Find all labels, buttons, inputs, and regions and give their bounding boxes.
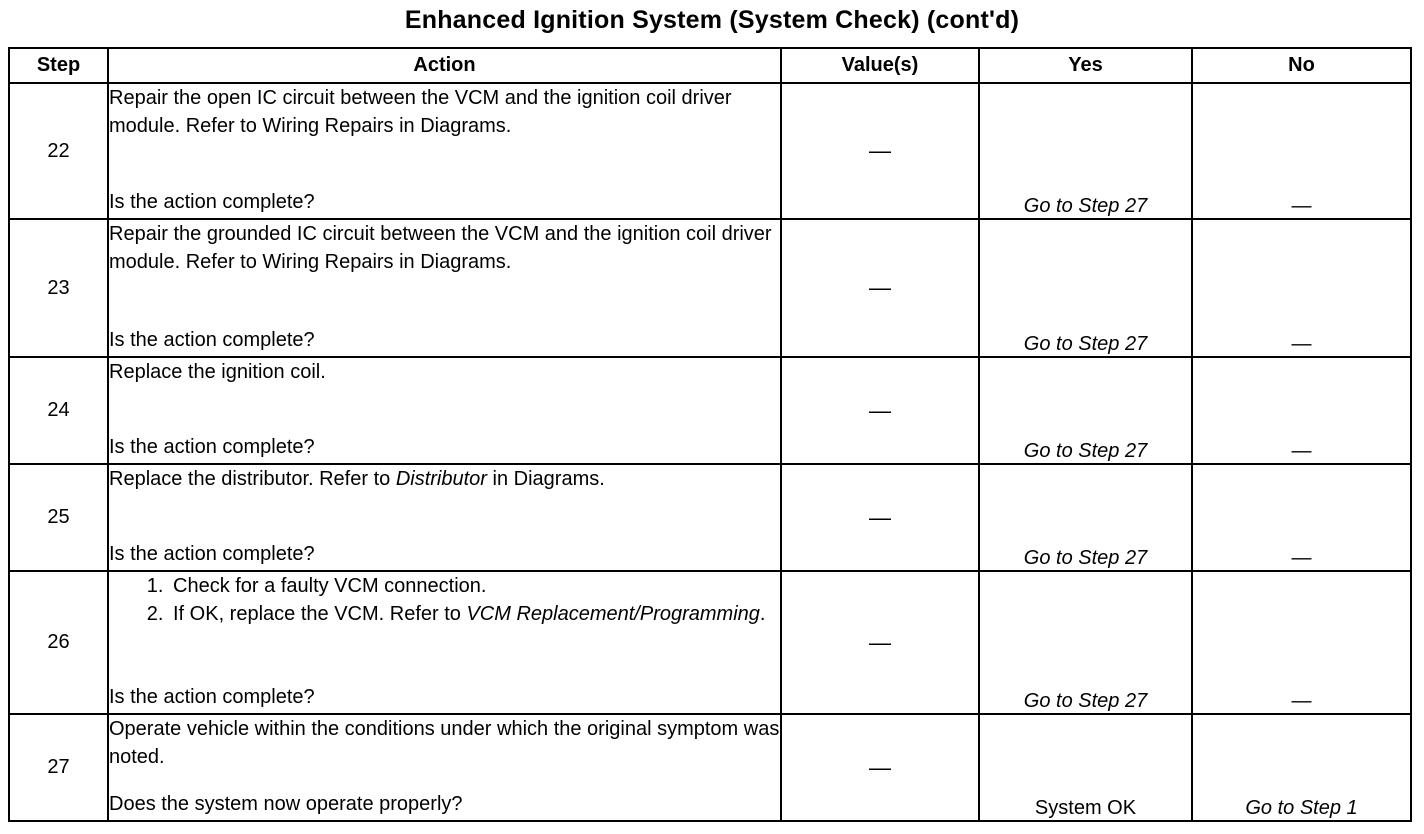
action-cell xyxy=(108,83,781,219)
value-cell: — xyxy=(781,714,979,821)
go-to-step-link: Go to Step 27 xyxy=(1023,690,1148,712)
header-action: Action xyxy=(108,48,781,83)
action-text: Replace the distributor. Refer to Distributor in Diagrams. xyxy=(109,468,605,490)
value-cell: — xyxy=(781,464,979,571)
action-cell xyxy=(108,357,781,464)
yes-cell xyxy=(979,219,1192,357)
no-cell: — xyxy=(1192,571,1411,714)
action-question: Is the action complete? xyxy=(109,436,315,458)
distributor-reference: Distributor xyxy=(395,468,487,490)
action-cell xyxy=(108,714,781,821)
header-row xyxy=(9,48,1411,83)
yes-cell xyxy=(979,571,1192,714)
no-cell xyxy=(1192,714,1411,821)
yes-cell xyxy=(979,464,1192,571)
action-question: Is the action complete? xyxy=(109,329,315,351)
list-item: 1. Check for a faulty VCM connection. xyxy=(169,572,780,600)
step-number: 27 xyxy=(9,714,108,821)
go-to-step-link: Go to Step 27 xyxy=(1023,440,1148,462)
value-cell: — xyxy=(781,83,979,219)
action-cell xyxy=(108,571,781,714)
vcm-replacement-reference: VCM Replacement/Programming xyxy=(466,603,760,625)
action-text: Replace the ignition coil. xyxy=(109,361,326,383)
go-to-step-link: Go to Step 27 xyxy=(1023,333,1148,355)
no-cell: — xyxy=(1192,219,1411,357)
step-number: 24 xyxy=(9,357,108,464)
value-cell: — xyxy=(781,357,979,464)
no-cell: — xyxy=(1192,357,1411,464)
header-values: Value(s) xyxy=(781,48,979,83)
page-title: Enhanced Ignition System (System Check) (cont'd) xyxy=(404,6,1020,34)
header-no: No xyxy=(1192,48,1411,83)
step-number: 23 xyxy=(9,219,108,357)
go-to-step-link: Go to Step 27 xyxy=(1023,547,1148,569)
header-yes: Yes xyxy=(979,48,1192,83)
go-to-step-link: Go to Step 1 xyxy=(1245,797,1358,819)
action-text: Operate vehicle within the conditions under which the original symptom was noted. xyxy=(109,718,780,768)
table-row xyxy=(9,464,1411,571)
action-question: Is the action complete? xyxy=(109,543,315,565)
step-number: 25 xyxy=(9,464,108,571)
action-text: Repair the grounded IC circuit between the VCM and the ignition coil driver module. Refer to Wiring Repairs in Diagrams. xyxy=(109,223,772,273)
table-row xyxy=(9,714,1411,821)
table-row xyxy=(9,571,1411,714)
action-text: Repair the open IC circuit between the VCM and the ignition coil driver module. Refer to Wiring Repairs in Diagrams. xyxy=(109,87,732,137)
value-cell: — xyxy=(781,571,979,714)
action-question: Does the system now operate properly? xyxy=(109,793,463,815)
value-cell: — xyxy=(781,219,979,357)
action-steps-list xyxy=(109,572,780,628)
header-step: Step xyxy=(9,48,108,83)
action-cell xyxy=(108,219,781,357)
no-cell: — xyxy=(1192,83,1411,219)
table-row xyxy=(9,357,1411,464)
go-to-step-link: Go to Step 27 xyxy=(1023,195,1148,217)
yes-cell xyxy=(979,357,1192,464)
action-question: Is the action complete? xyxy=(109,191,315,213)
step-number: 22 xyxy=(9,83,108,219)
table-row xyxy=(9,219,1411,357)
yes-cell xyxy=(979,83,1192,219)
step-number: 26 xyxy=(9,571,108,714)
no-cell: — xyxy=(1192,464,1411,571)
yes-cell: System OK xyxy=(979,714,1192,821)
action-question: Is the action complete? xyxy=(109,686,315,708)
diagnostic-table xyxy=(8,47,1412,822)
table-row xyxy=(9,83,1411,219)
list-item: 2. If OK, replace the VCM. Refer to VCM Replacement/Programming. xyxy=(169,600,780,628)
action-cell xyxy=(108,464,781,571)
